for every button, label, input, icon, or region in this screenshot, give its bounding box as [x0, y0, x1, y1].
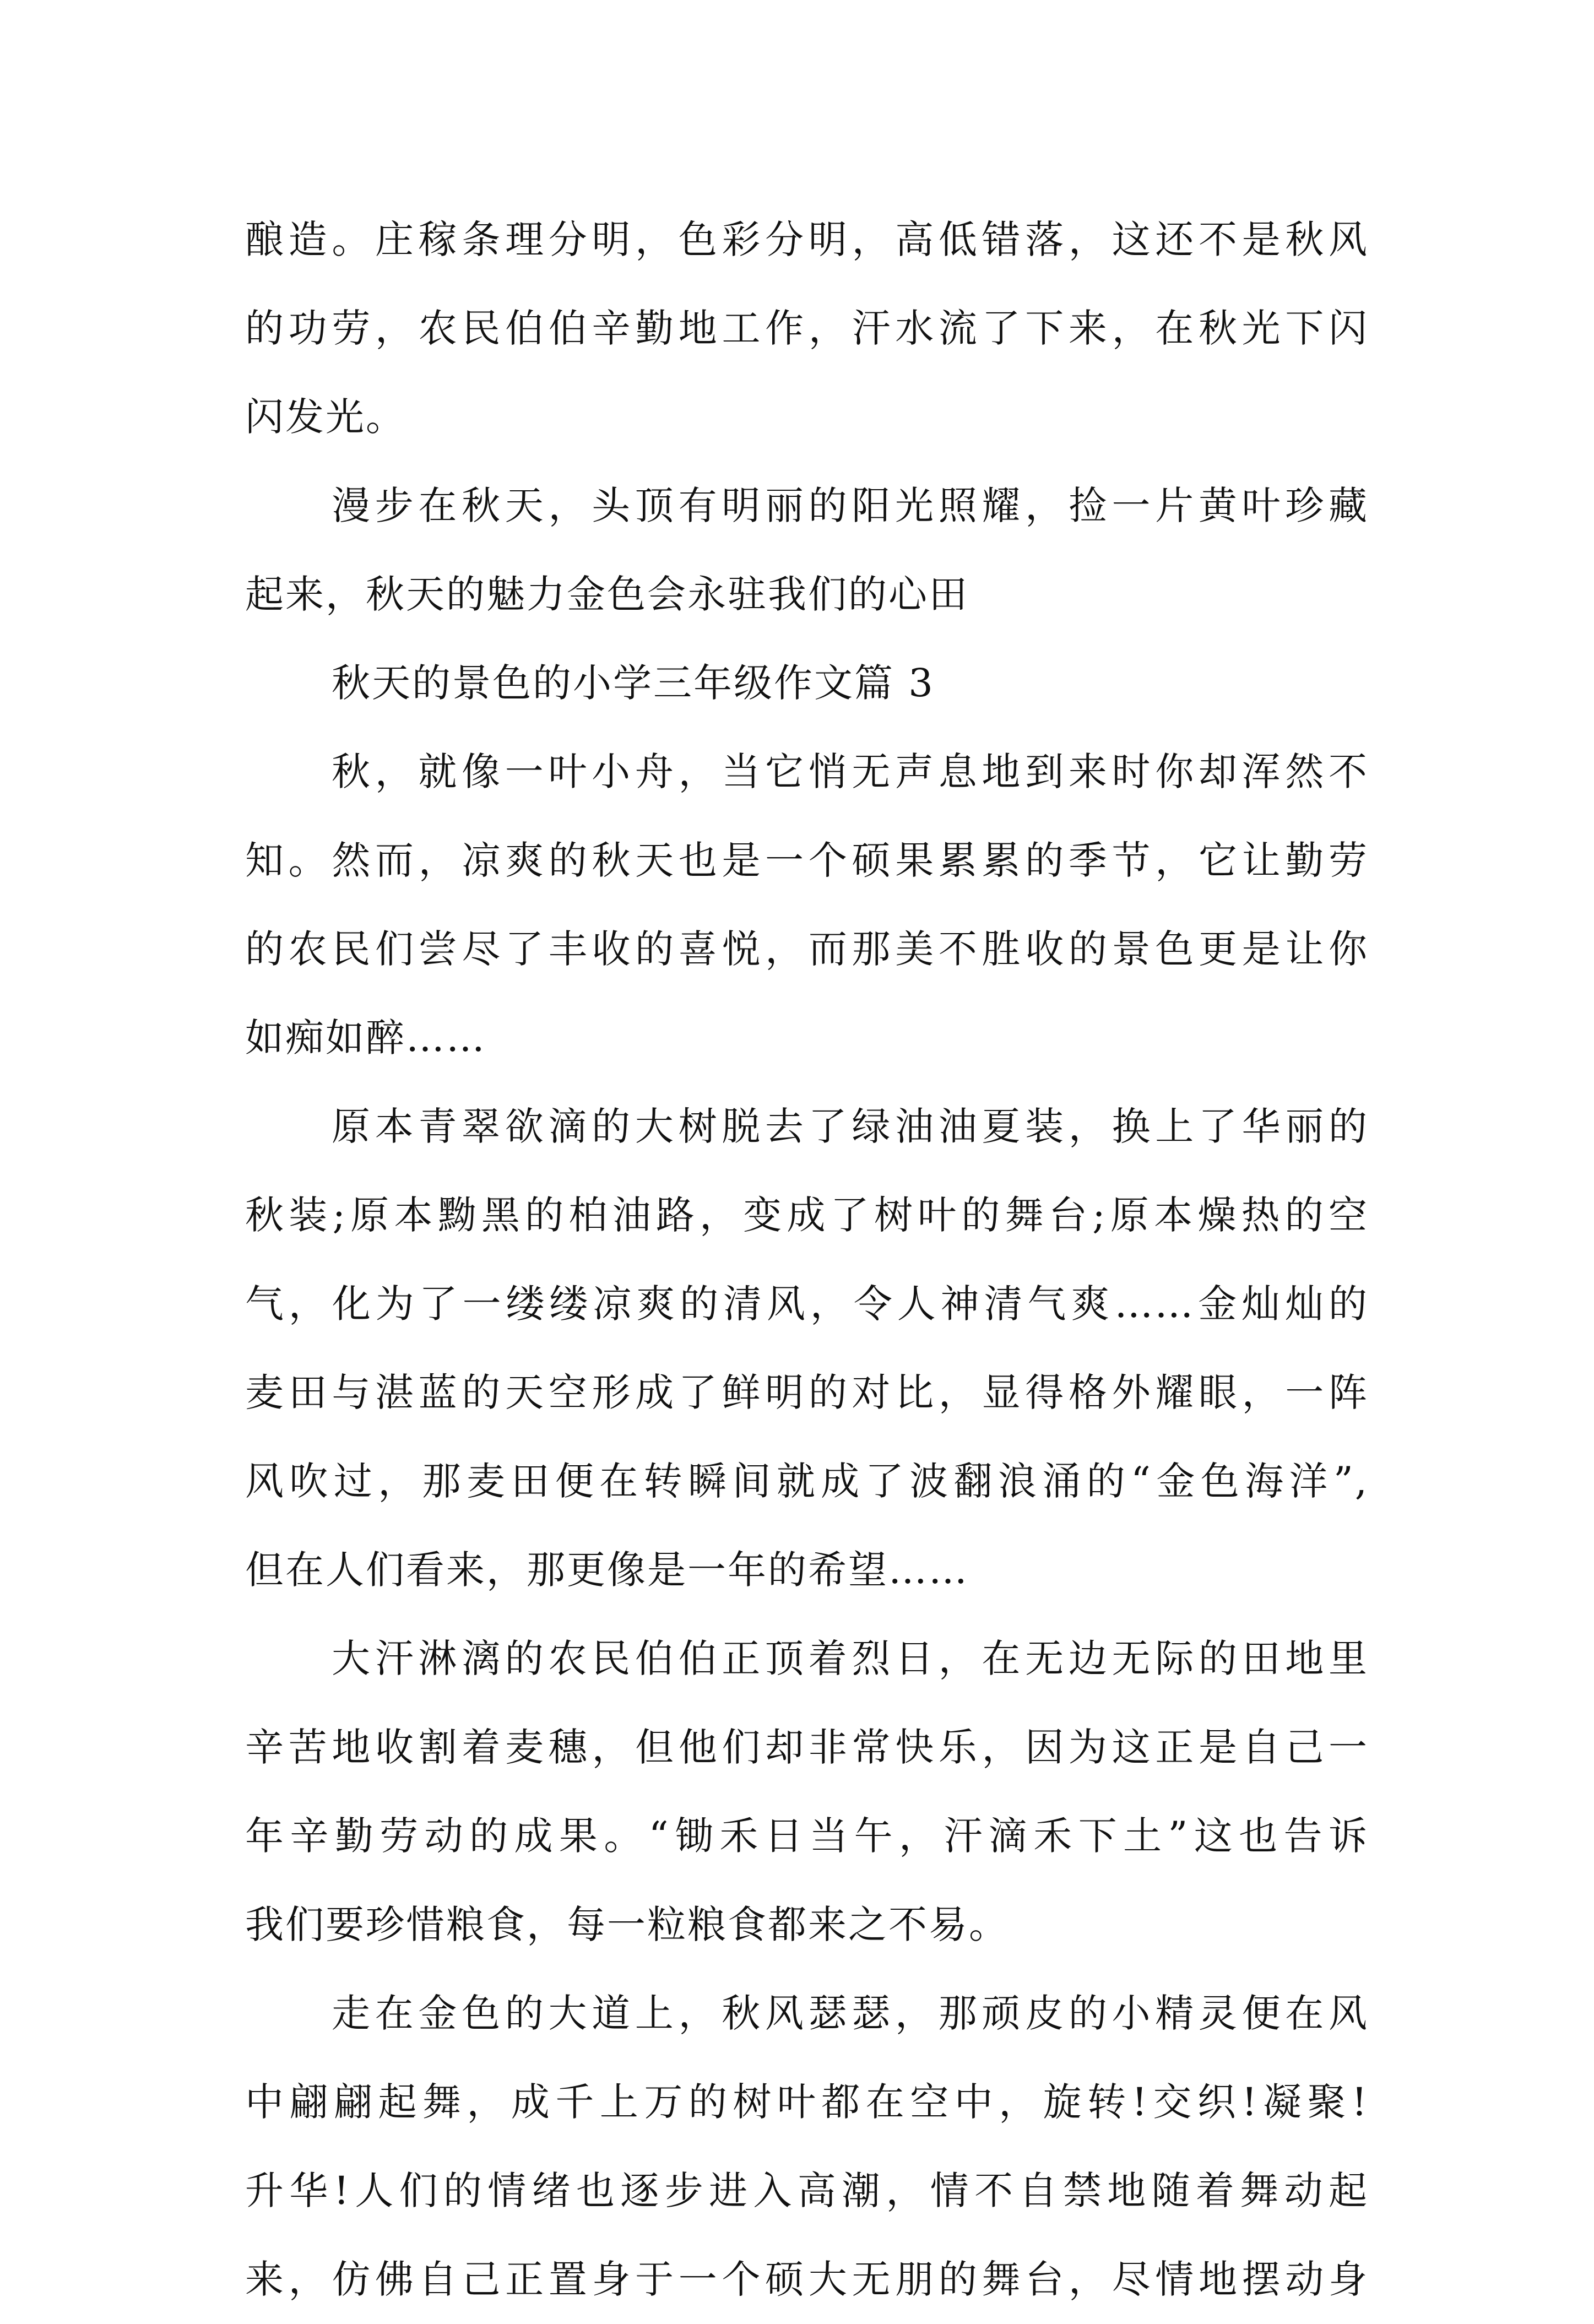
- paragraph: [245, 1969, 1369, 2324]
- text-line: 闪发光。: [245, 394, 406, 440]
- text-line: 辛苦地收割着麦穗，但他们却非常快乐，因为这正是自己一: [245, 1725, 1369, 1770]
- text-line: 年辛勤劳动的成果。“锄禾日当午，汗滴禾下土”这也告诉: [245, 1813, 1369, 1859]
- text-line: 风吹过，那麦田便在转瞬间就成了波翻浪涌的“金色海洋”,: [245, 1459, 1369, 1504]
- text-line: 升华!人们的情绪也逐步进入高潮，情不自禁地随着舞动起: [245, 2168, 1369, 2213]
- paragraph: [245, 196, 1369, 462]
- text-line: 起来，秋天的魅力金色会永驻我们的心田: [245, 572, 969, 617]
- section-heading: [245, 639, 1369, 728]
- text-line: 中翩翩起舞，成千上万的树叶都在空中，旋转!交织!凝聚!: [245, 2079, 1369, 2125]
- text-line: 麦田与湛蓝的天空形成了鲜明的对比，显得格外耀眼，一阵: [245, 1370, 1369, 1415]
- text-line: 原本青翠欲滴的大树脱去了绿油油夏装，换上了华丽的: [332, 1104, 1369, 1149]
- text-line: 走在金色的大道上，秋风瑟瑟，那顽皮的小精灵便在风: [332, 1991, 1369, 2036]
- text-line: 如痴如醉……: [245, 1015, 486, 1060]
- text-line: 气，化为了一缕缕凉爽的清风，令人神清气爽……金灿灿的: [245, 1281, 1369, 1326]
- document-body: [245, 196, 1369, 2324]
- text-line: 秋装;原本黝黑的柏油路，变成了树叶的舞台;原本燥热的空: [245, 1193, 1369, 1238]
- text-line: 秋，就像一叶小舟，当它悄无声息地到来时你却浑然不: [332, 749, 1369, 794]
- text-line: 的农民们尝尽了丰收的喜悦，而那美不胜收的景色更是让你: [245, 927, 1369, 972]
- paragraph: [245, 462, 1369, 639]
- heading-text: 秋天的景色的小学三年级作文篇 3: [332, 660, 935, 706]
- paragraph: [245, 1615, 1369, 1969]
- text-line: 酿造。庄稼条理分明，色彩分明，高低错落，这还不是秋风: [245, 217, 1369, 262]
- text-line: 知。然而，凉爽的秋天也是一个硕果累累的季节，它让勤劳: [245, 838, 1369, 883]
- text-line: 大汗淋漓的农民伯伯正顶着烈日，在无边无际的田地里: [332, 1636, 1369, 1681]
- paragraph: [245, 728, 1369, 1082]
- text-line: 的功劳，农民伯伯辛勤地工作，汗水流了下来，在秋光下闪: [245, 306, 1369, 351]
- text-line: 但在人们看来，那更像是一年的希望……: [245, 1547, 969, 1592]
- text-line: 来，仿佛自己正置身于一个硕大无朋的舞台，尽情地摆动身: [245, 2257, 1369, 2302]
- text-line: 我们要珍惜粮食，每一粒粮食都来之不易。: [245, 1902, 1009, 1947]
- paragraph: [245, 1082, 1369, 1615]
- text-line: 漫步在秋天，头顶有明丽的阳光照耀，捡一片黄叶珍藏: [332, 483, 1369, 528]
